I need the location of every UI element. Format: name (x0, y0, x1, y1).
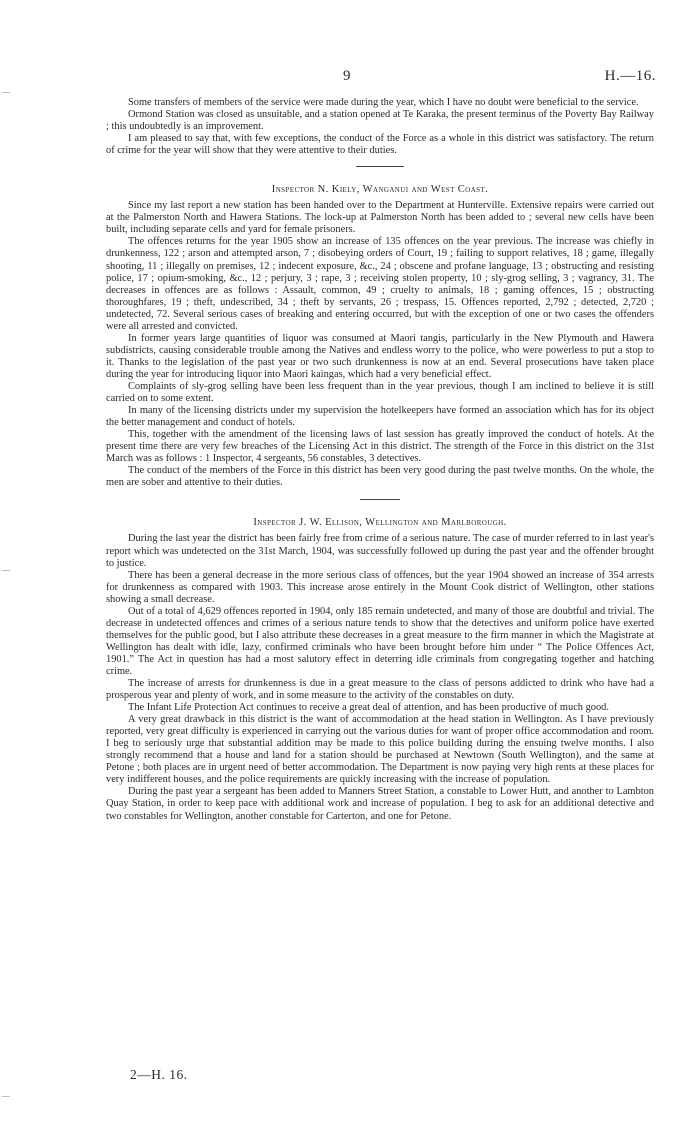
paragraph: There has been a general decrease in the more serious class of offences, but the year 1904 showed an increase of 354 arrests for drunkenness as compared with 1903. This increase arose entirely in the Mount Cook district of Wellington, other stations showing a small decrease. (106, 569, 654, 605)
scan-margin-mark (2, 92, 10, 93)
paragraph: This, together with the amendment of the licensing laws of last session has greatly improved the conduct of hotels. At the present time there are very few breaches of the Licensing Act in this district. The strength of the Force in this district on the 31st March was as follows : 1 Inspector, 4 sergeants, 56 constables, 3 detectives. (106, 429, 654, 465)
scan-margin-mark (2, 1096, 10, 1097)
paragraph: A very great drawback in this district is the want of accommodation at the head station in Wellington. As I have previously reported, very great difficulty is experienced in carrying out the various duties for want of proper office accommodation and room. I beg to seriously urge that substantial addition may be made to this police building during the ensuing twelve months. I also strongly recommend that a house and land for a station should be purchased at Newtown (South Wellington), and the same at Petone ; both places are in urgent need of better accommodation. The Department is now paying very high rents at these places for very indifferent houses, and the police requirements are quickly increasing with the increase of population. (106, 714, 654, 786)
section-divider (360, 499, 400, 500)
section-ellison (106, 517, 654, 822)
signature-mark: 2—H. 16. (130, 1067, 188, 1082)
paragraph: The conduct of the members of the Force in this district has been very good during the past twelve months. On the whole, the men are sober and attentive to their duties. (106, 465, 654, 489)
paragraph: The increase of arrests for drunkenness is due in a great measure to the class of persons addicted to drink who have had a prosperous year and plenty of work, and in some measure to the activity of the constables on duty. (106, 678, 654, 702)
document-body (106, 97, 654, 823)
page-reference: H.—16. (604, 68, 656, 84)
paragraph: Ormond Station was closed as unsuitable, and a station opened at Te Karaka, the present terminus of the Poverty Bay Railway ; this undoubtedly is an improvement. (106, 109, 654, 133)
section-heading: Inspector J. W. Ellison, Wellington and Marlborough. (253, 517, 507, 529)
paragraph: In former years large quantities of liquor was consumed at Maori tangis, particularly in the New Plymouth and Hawera subdistricts, causing considerable trouble among the Natives and endless worry to the police, who were powerless to put a stop to it. Thanks to the legislation of the past year or two such drunkenness is now at an end. Several prosecutions have taken place during the year for introducing liquor into Maori kaingas, which had a very beneficial effect. (106, 332, 654, 380)
section-kiely (106, 184, 654, 489)
paragraph: The offences returns for the year 1905 show an increase of 135 offences on the year previous. The increase was chiefly in drunkenness, 122 ; arson and attempted arson, 7 ; disobeying orders of Court, 19 ; failing to support relatives, 18 ; game, illegally shooting, 11 ; illegally on premises, 12 ; indecent exposure, &c., 24 ; obscene and profane language, 13 ; obstructing and resisting police, 17 ; opium-smoking, &c., 12 ; perjury, 3 ; rape, 3 ; receiving stolen property, 10 ; sly-grog selling, 3 ; vagrancy, 31. The decreases in offences are as follows : Assault, common, 49 ; cruelty to animals, 18 ; gaming offences, 15 ; obstructing thoroughfares, 19 ; theft, undescribed, 34 ; theft by servants, 26 ; trespass, 15. Offences reported, 2,792 ; detected, 2,720 ; undetected, 72. Several serious cases of breaking and entering occurred, but with the exception of one or two cases the offenders were all arrested and convicted. (106, 236, 654, 332)
paragraph: During the past year a sergeant has been added to Manners Street Station, a constable to Lower Hutt, and another to Lambton Quay Station, in order to keep pace with additional work and increase of population. I beg to ask for an additional detective and two constables for Wellington, another constable for Carterton, and one for Petone. (106, 786, 654, 822)
paragraph: I am pleased to say that, with few exceptions, the conduct of the Force as a whole in this district was satisfactory. The return of crime for the year will show that they were attentive to their duties. (106, 133, 654, 157)
paragraph: Out of a total of 4,629 offences reported in 1904, only 185 remain undetected, and many of those are doubtful and trivial. The decrease in undetected offences and crimes of a serious nature tends to show that the detectives and uniform police have exerted themselves for the public good, but I also attribute these decreases in a great measure to the firm manner in which the Magistrate at Wellington has dealt with idle, lazy, confirmed criminals who have been brought before him under “ The Police Offences Act, 1901.” The Act in question has had a most salutory effect in deterring idle criminals from congregating together and hatching crime. (106, 605, 654, 677)
paragraph: In many of the licensing districts under my supervision the hotelkeepers have formed an association which has for its object the better management and conduct of hotels. (106, 405, 654, 429)
page-number: 9 (343, 68, 351, 84)
paragraph: During the last year the district has been fairly free from crime of a serious nature. The case of murder referred to in last year's report which was undetected on the 31st March, 1904, was successfully followed up during the past year and the offender brought to justice. (106, 533, 654, 569)
paragraph: Some transfers of members of the service were made during the year, which I have no doubt were beneficial to the service. (128, 97, 639, 108)
section-divider (356, 166, 404, 167)
paragraph: Since my last report a new station has been handed over to the Department at Hunterville. Extensive repairs were carried out at the Palmerston North and Hawera Stations. The lock-up at Palmerston North has been added to ; several new cells have been built, including separate cells and yard for female prisoners. (106, 200, 654, 236)
paragraph: Complaints of sly-grog selling have been less frequent than in the year previous, though I am inclined to believe it is still carried on to some extent. (106, 380, 654, 405)
paragraph: The Infant Life Protection Act continues to receive a great deal of attention, and has been productive of much good. (128, 702, 609, 714)
opening-section (106, 97, 654, 157)
scan-margin-mark (2, 570, 10, 571)
page-header (0, 70, 700, 90)
section-heading: Inspector N. Kiely, Wanganui and West Coast. (271, 184, 489, 196)
